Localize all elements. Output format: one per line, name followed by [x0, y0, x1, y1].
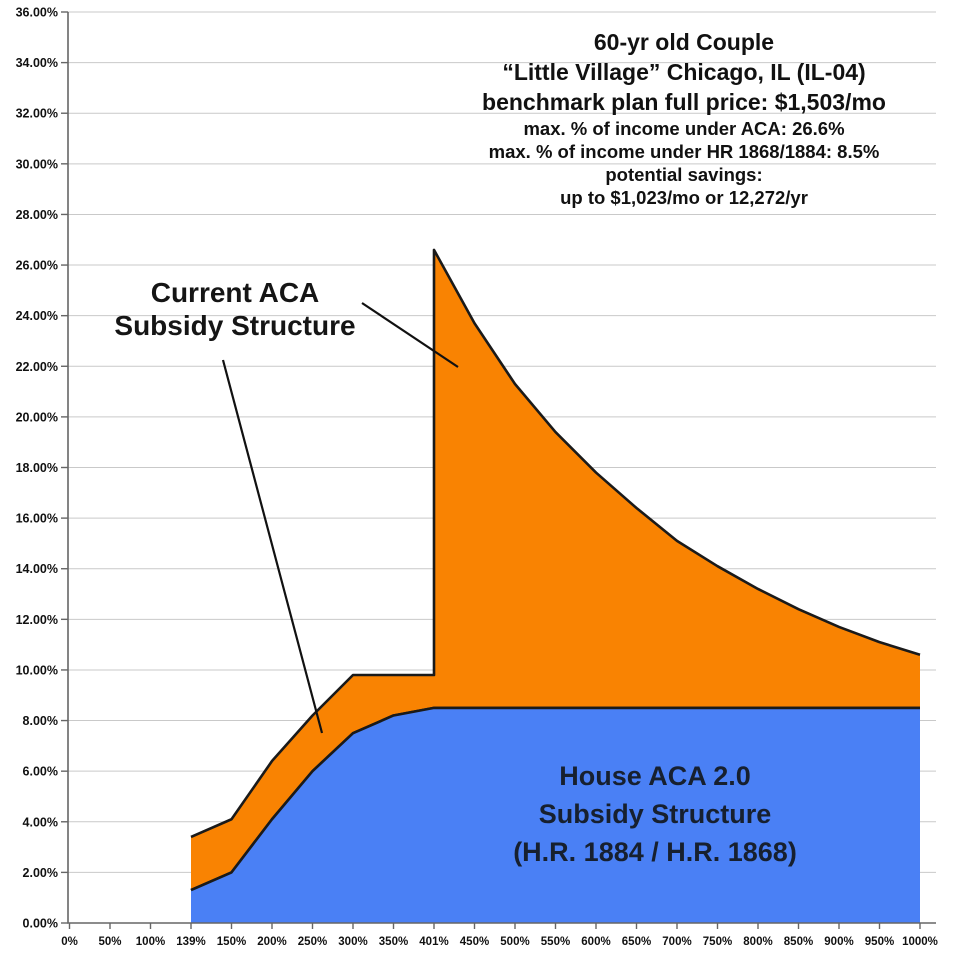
title-line-4: max. % of income under ACA: 26.6%	[523, 118, 845, 139]
house-series-label-line-3: (H.R. 1884 / H.R. 1868)	[513, 837, 797, 867]
title-line-3: benchmark plan full price: $1,503/mo	[482, 89, 886, 115]
aca-series-label-line-2: Subsidy Structure	[114, 310, 356, 341]
x-axis-tick-label: 100%	[135, 936, 166, 948]
x-axis-tick-label: 350%	[378, 936, 409, 948]
x-axis-tick-label: 300%	[338, 936, 368, 948]
y-axis-tick-label: 4.00%	[22, 815, 58, 830]
aca-series-label	[70, 276, 400, 342]
y-axis-tick-label: 12.00%	[15, 612, 58, 627]
y-axis-tick-label: 2.00%	[22, 865, 58, 880]
x-axis-tick-label: 950%	[864, 936, 895, 948]
house-series-label-line-1: House ACA 2.0	[559, 761, 751, 791]
x-axis-tick-label: 200%	[257, 936, 287, 948]
x-axis-tick-label: 50%	[98, 936, 122, 948]
y-axis-tick-label: 14.00%	[15, 562, 58, 577]
title-line-6: potential savings:	[605, 164, 763, 185]
title-line-1: 60-yr old Couple	[593, 29, 775, 55]
title-line-5: max. % of income under HR 1868/1884: 8.5%	[488, 141, 880, 162]
x-axis-tick-label: 139%	[176, 936, 206, 948]
aca-series-label-line-1: Current ACA	[150, 277, 320, 308]
y-axis-tick-label: 30.00%	[15, 157, 58, 172]
x-axis-tick-label: 800%	[743, 936, 773, 948]
y-axis-tick-label: 32.00%	[15, 106, 58, 121]
y-axis-tick-label: 36.00%	[15, 5, 58, 20]
y-axis-tick-label: 6.00%	[22, 764, 58, 779]
y-axis-tick-label: 24.00%	[15, 309, 58, 324]
x-axis-tick-label: 750%	[702, 936, 733, 948]
y-axis-tick-label: 8.00%	[22, 714, 58, 729]
title-line-2: “Little Village” Chicago, IL (IL-04)	[502, 59, 866, 85]
x-axis-tick-label: 500%	[500, 936, 530, 948]
annotation-leader-line	[223, 360, 322, 733]
x-axis-tick-label: 1000%	[902, 936, 938, 948]
x-axis-tick-label: 600%	[581, 936, 611, 948]
x-axis-tick-label: 550%	[540, 936, 571, 948]
y-axis-tick-label: 26.00%	[15, 258, 58, 273]
y-axis-tick-label: 18.00%	[15, 461, 58, 475]
x-axis-tick-label: 401%	[419, 936, 449, 948]
y-axis-tick-label: 28.00%	[15, 207, 58, 222]
house-series-label	[455, 757, 855, 871]
chart-title-block	[424, 27, 944, 209]
y-axis-tick-label: 16.00%	[15, 511, 58, 526]
x-axis-tick-label: 150%	[216, 936, 247, 948]
x-axis-tick-label: 0%	[61, 936, 78, 948]
house-series-label-line-2: Subsidy Structure	[538, 799, 772, 829]
y-axis-tick-label: 20.00%	[15, 410, 58, 425]
y-axis-tick-label: 0.00%	[22, 916, 58, 931]
y-axis-tick-label: 22.00%	[15, 359, 58, 374]
y-axis-tick-label: 34.00%	[15, 56, 58, 71]
x-axis-tick-label: 900%	[824, 936, 854, 948]
title-line-7: up to $1,023/mo or 12,272/yr	[560, 187, 808, 208]
y-axis-tick-label: 10.00%	[15, 663, 58, 678]
x-axis-tick-label: 250%	[297, 936, 328, 948]
x-axis-tick-label: 450%	[459, 936, 490, 948]
x-axis-tick-label: 700%	[662, 936, 692, 948]
x-axis-tick-label: 850%	[783, 936, 814, 948]
x-axis-tick-label: 650%	[621, 936, 652, 948]
